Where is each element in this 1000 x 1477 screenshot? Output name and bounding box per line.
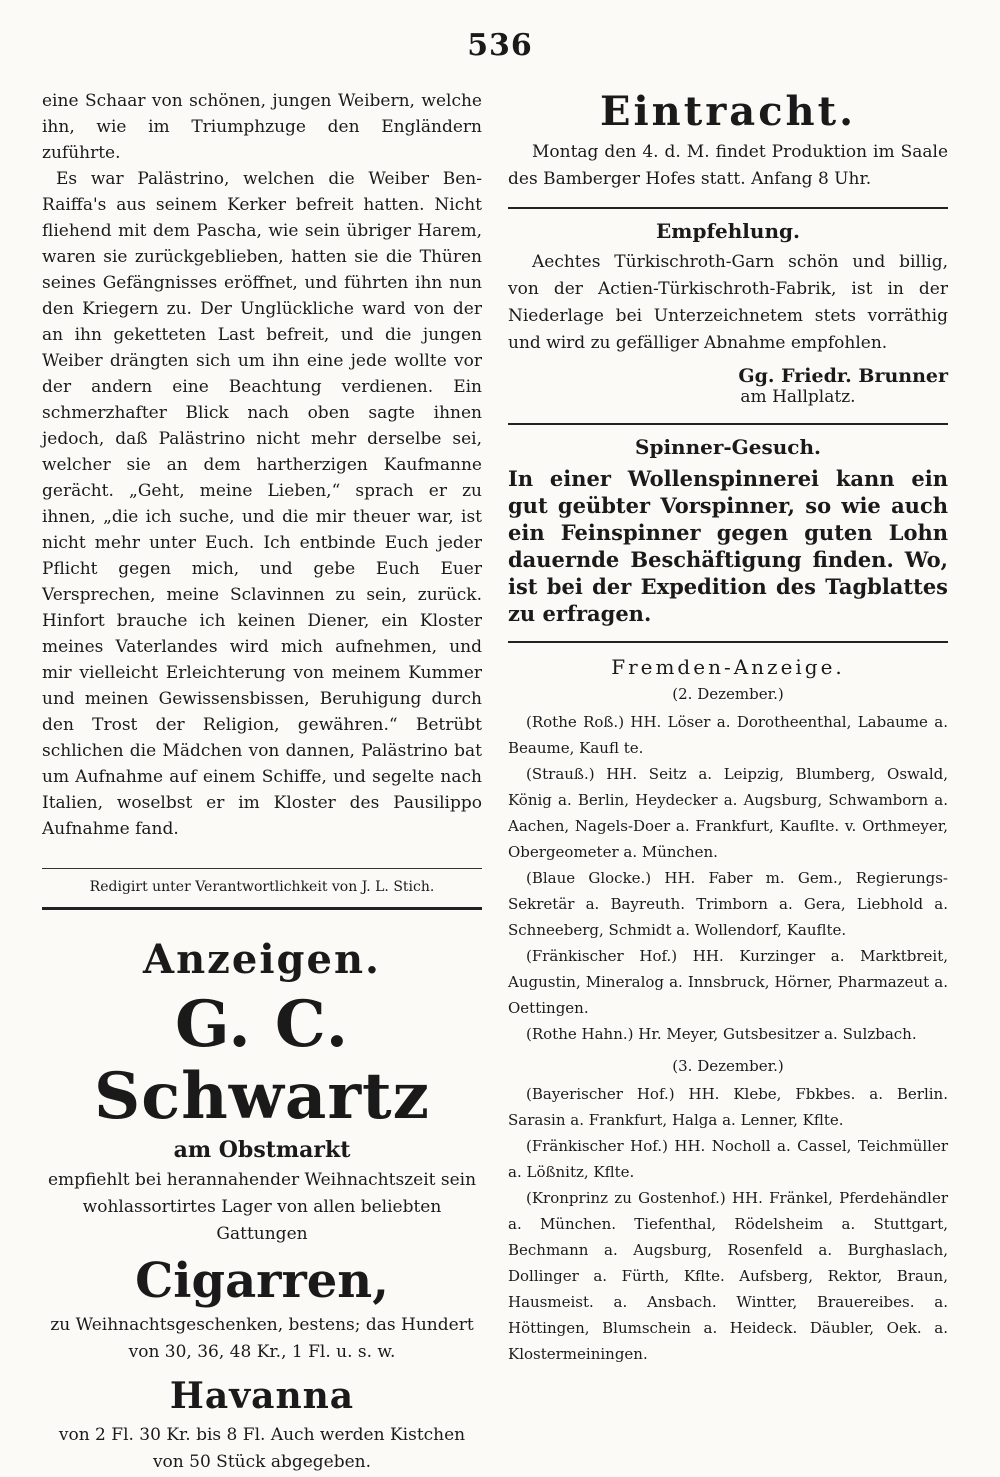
guest-entry: (Rothe Roß.) HH. Löser a. Dorotheenthal, Labaume a. Beaume, Kaufl te. xyxy=(508,713,948,757)
divider xyxy=(508,207,948,209)
firm-name: G. C. Schwartz xyxy=(94,987,430,1134)
signature-place: am Hallplatz. xyxy=(740,387,856,407)
ad-text: empfiehlt bei herannahender Weihnachtszeit sein wohlassortirtes Lager von allen beliebten Gattungen xyxy=(47,1170,477,1244)
story-text xyxy=(42,88,482,842)
divider xyxy=(508,641,948,643)
ad-havanna: Havanna xyxy=(169,1375,355,1417)
left-column xyxy=(42,88,482,1476)
signature: Gg. Friedr. Brunner xyxy=(738,365,948,387)
eintracht-text: Montag den 4. d. M. findet Produktion im Saale des Bamberger Hofes statt. Anfang 8 Uhr. xyxy=(508,142,948,189)
guest-entry: (Bayerischer Hof.) HH. Klebe, Fbkbes. a. Berlin. Sarasin a. Frankfurt, Halga a. Lenner, Kflte. xyxy=(508,1085,948,1129)
guest-entry: (Blaue Glocke.) HH. Faber m. Gem., Regierungs-Sekretär a. Bayreuth. Trimborn a. Gera, Liebhold a. Schneeberg, Schmidt a. Wollendorf, Kauflte. xyxy=(508,869,948,939)
firm-location: am Obstmarkt xyxy=(173,1137,351,1163)
guest-entry: (Strauß.) HH. Seitz a. Leipzig, Blumberg, Oswald, König a. Berlin, Heydecker a. Augsburg, Schwamborn a. Aachen, Nagels-Doer a. Frankfurt, Kauflte. v. Orthmeyer, Obergeometer a. München. xyxy=(508,765,948,861)
eintracht-title: Eintracht. xyxy=(599,88,857,135)
ads-heading: Anzeigen. xyxy=(143,936,381,983)
right-column xyxy=(508,88,948,1367)
ad-cigarren: Cigarren, xyxy=(135,1253,389,1309)
guest-entry: (Kronprinz zu Gostenhof.) HH. Fränkel, Pferdehändler a. München. Tiefenthal, Rödelsheim a. Stuttgart, Bechmann a. Augsburg, Rosenfeld a. Burghaslach, Dollinger a. Fürth, Kflte. Aufsberg, Rektor, Braun, Hausmeist. a. Ansbach. Wintter, Brauereibes. a. Höttingen, Blumschein a. Heideck. Däubler, Oek. a. Klostermeiningen. xyxy=(508,1189,948,1363)
divider xyxy=(42,907,482,910)
story-paragraph: eine Schaar von schönen, jungen Weibern, welche ihn, wie im Triumphzuge den Engländern zuführte. xyxy=(42,91,482,163)
editor-line: Redigirt unter Verantwortlichkeit von J. L. Stich. xyxy=(89,879,435,895)
divider xyxy=(42,868,482,869)
ad-text: zu Weihnachtsgeschenken, bestens; das Hundert von 30, 36, 48 Kr., 1 Fl. u. s. w. xyxy=(50,1315,474,1362)
ad-text: von 2 Fl. 30 Kr. bis 8 Fl. Auch werden Kistchen von 50 Stück abgegeben. xyxy=(58,1425,466,1472)
page-number: 536 xyxy=(467,28,533,63)
empfehlung-text: Aechtes Türkischroth-Garn schön und billig, von der Actien-Türkischroth-Fabrik, ist in der Niederlage bei Unterzeichnetem stets vorräthig und wird zu gefälliger Abnahme empfohlen. xyxy=(508,252,948,353)
guest-entry: (Rothe Hahn.) Hr. Meyer, Gutsbesitzer a. Sulzbach. xyxy=(526,1025,917,1043)
date-line: (2. Dezember.) xyxy=(672,685,784,703)
fremden-title: Fremden-Anzeige. xyxy=(611,655,845,679)
date-line: (3. Dezember.) xyxy=(672,1057,784,1075)
spinner-title: Spinner-Gesuch. xyxy=(635,435,821,459)
divider xyxy=(508,423,948,425)
empfehlung-title: Empfehlung. xyxy=(656,219,800,243)
spinner-text: In einer Wollenspinnerei kann ein gut geübter Vorspinner, so wie auch ein Feinspinner gegen guten Lohn dauernde Beschäftigung finden. Wo, ist bei der Expedition des Tagblattes zu erfragen. xyxy=(508,466,948,626)
story-paragraph: Es war Palästrino, welchen die Weiber Ben-Raiffa's aus seinem Kerker befreit hatten. Nicht fliehend mit dem Pascha, wie sein übriger Harem, waren sie zurückgeblieben, hatten sie die Thüren seines Gefängnisses eröffnet, und führten ihn nun den Kriegern zu. Der Unglückliche ward von der an ihn geketteten Last befreit, und die jungen Weiber drängten sich um ihn eine jede wollte vor der andern eine Beachtung verdienen. Ein schmerzhafter Blick nach oben sagte ihnen jedoch, daß Palästrino nicht mehr derselbe sei, welcher sie an dem hartherzigen Kaufmanne gerächt. „Geht, meine Lieben,“ sprach er zu ihnen, „die ich suche, und die mir theuer war, ist nicht mehr unter Euch. Ich entbinde Euch jeder Pflicht gegen mich, und gebe Euch Euer Versprechen, meine Sclavinnen zu sein, zurück. Hinfort brauche ich keinen Diener, ein Kloster meines Vaterlandes wird mich aufnehmen, und mir vielleicht Erleichterung von meinem Kummer und meinen Gewissensbissen, Beruhigung durch den Trost der Religion, gewähren.“ Betrübt schlichen die Mädchen von dannen, Palästrino bat um Aufnahme auf einem Schiffe, und segelte nach Italien, woselbst er im Kloster des Pausilippo Aufnahme fand. xyxy=(42,169,482,839)
guest-entry: (Fränkischer Hof.) HH. Kurzinger a. Marktbreit, Augustin, Mineralog a. Innsbruck, Hörner, Pharmazeut a. Oettingen. xyxy=(508,947,948,1017)
guest-entry: (Fränkischer Hof.) HH. Nocholl a. Cassel, Teichmüller a. Lößnitz, Kflte. xyxy=(508,1137,948,1181)
